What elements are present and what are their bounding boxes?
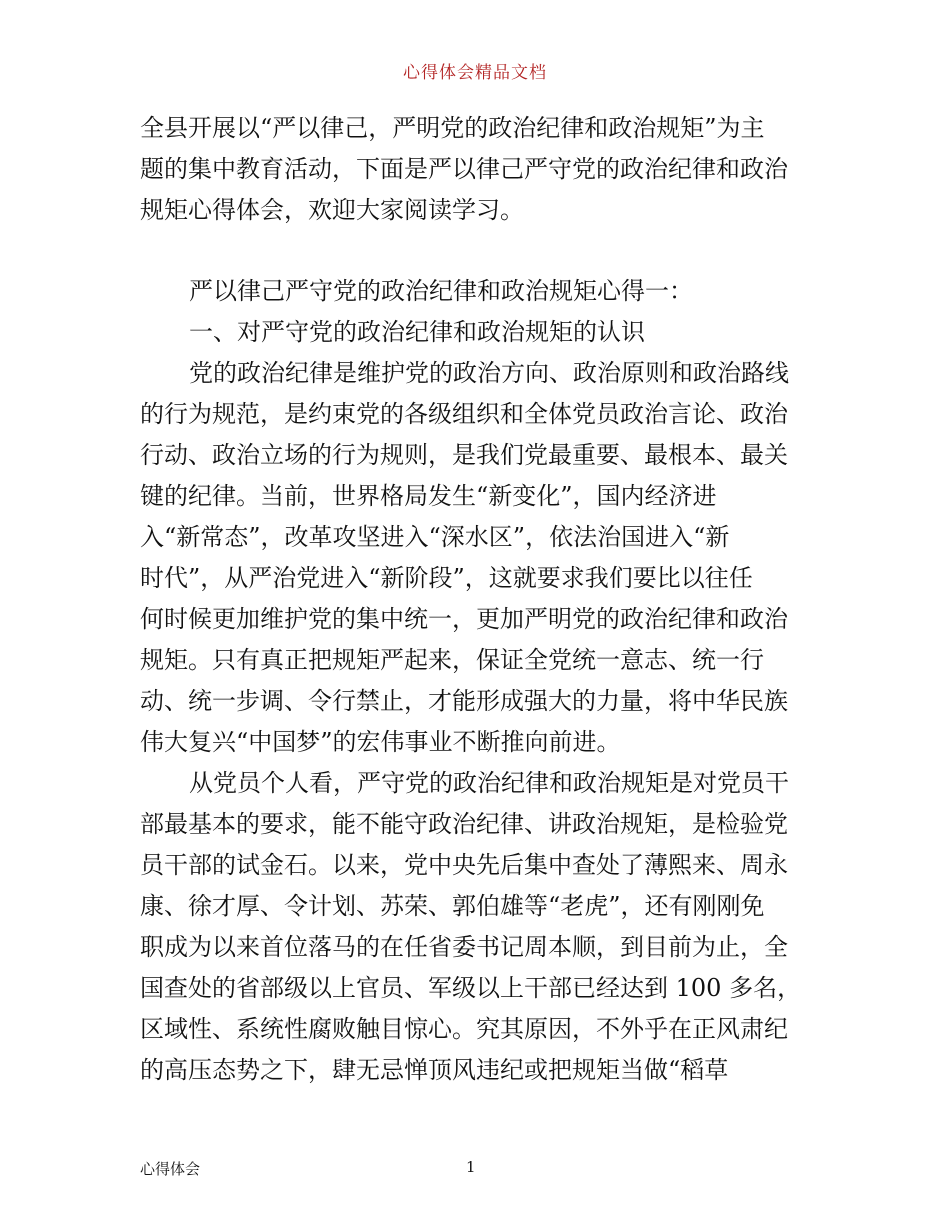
paragraph-line: 的高压态势之下，肆无忌惮顶风违纪或把规矩当做“稻草 [140,1056,729,1084]
paragraph-line: 康、徐才厚、令计划、苏荣、郭伯雄等“老虎”，还有刚刚免 [140,892,765,920]
paragraph-line: 键的纪律。当前，世界格局发生“新变化”，国内经济进 [140,482,717,510]
paragraph-line: 国查处的省部级以上官员、军级以上干部已经达到 100 多名， [140,974,802,1002]
page-number: 1 [466,1158,476,1176]
paragraph-line: 党的政治纪律是维护党的政治方向、政治原则和政治路线 [189,359,789,387]
intro-line: 全县开展以“严以律己，严明党的政治纪律和政治规矩”为主 [140,114,765,142]
footer-label: 心得体会 [140,1160,201,1178]
paragraph-line: 入“新常态”，改革攻坚进入“深水区”，依法治国进入“新 [140,523,730,551]
paragraph-line: 时代”，从严治党进入“新阶段”，这就要求我们要比以往任 [140,564,753,592]
spacer [140,231,812,271]
paragraph-line: 从党员个人看，严守党的政治纪律和政治规矩是对党员干 [189,769,789,797]
paragraph-line: 区域性、系统性腐败触目惊心。究其原因，不外乎在正风肃纪 [140,1015,788,1043]
intro-line: 规矩心得体会，欢迎大家阅读学习。 [140,196,524,224]
paragraph-line: 伟大复兴“中国梦”的宏伟事业不断推向前进。 [140,728,621,756]
paragraph-line: 规矩。只有真正把规矩严起来，保证全党统一意志、统一行 [140,646,764,674]
paragraph-line: 动、统一步调、令行禁止，才能形成强大的力量，将中华民族 [140,687,788,715]
paragraph-line: 职成为以来首位落马的在任省委书记周本顺，到目前为止，全 [140,933,788,961]
paragraph-line: 何时候更加维护党的集中统一，更加严明党的政治纪律和政治 [140,605,788,633]
page-header-title: 心得体会精品文档 [403,63,547,83]
intro-line: 题的集中教育活动，下面是严以律己严守党的政治纪律和政治 [140,155,788,183]
paragraph-line: 的行为规范，是约束党的各级组织和全体党员政治言论、政治 [140,400,788,428]
paragraph-line: 员干部的试金石。以来，党中央先后集中查处了薄熙来、周永 [140,851,788,879]
section-title: 严以律己严守党的政治纪律和政治规矩心得一： [189,277,693,305]
paragraph-line: 行动、政治立场的行为规则，是我们党最重要、最根本、最关 [140,441,788,469]
document-body [140,108,812,1091]
paragraph-line: 部最基本的要求，能不能守政治纪律、讲政治规矩，是检验党 [140,810,788,838]
section-subtitle: 一、对严守党的政治纪律和政治规矩的认识 [189,318,645,346]
